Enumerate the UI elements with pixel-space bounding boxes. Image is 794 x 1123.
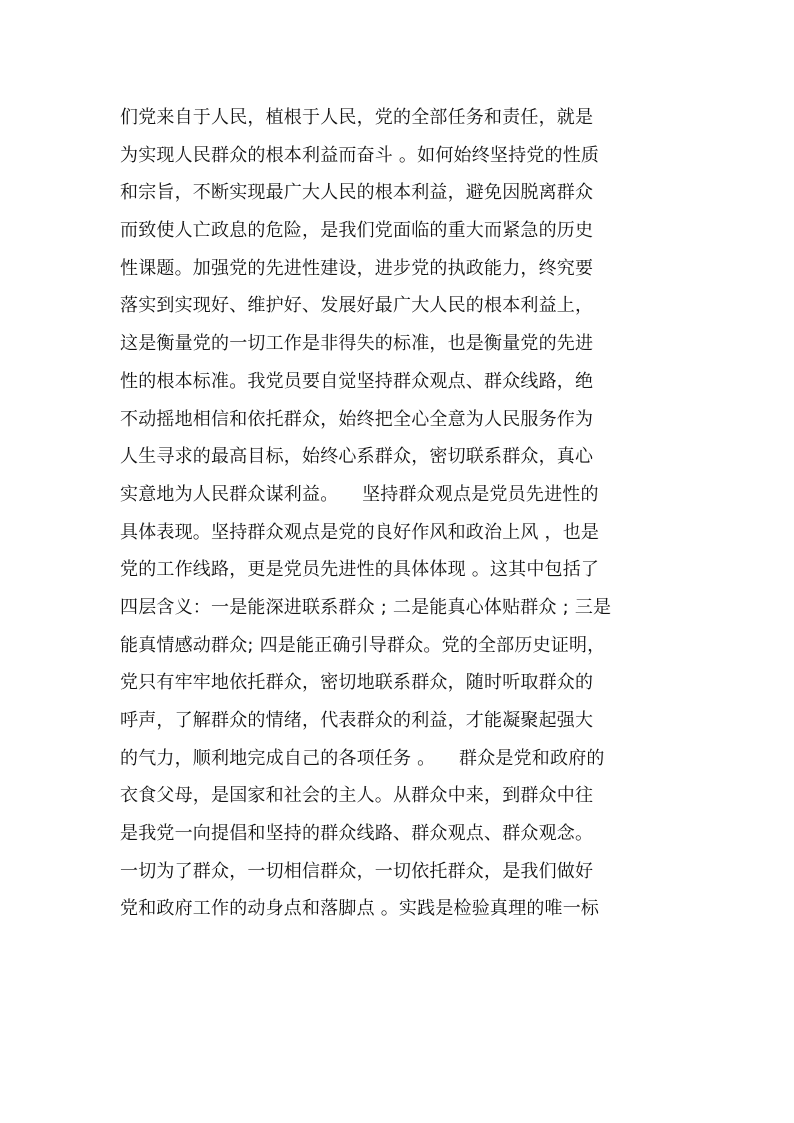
text-line: 能真情感动群众; 四是能正确引导群众。党的全部历史证明，	[120, 634, 606, 656]
text-line: 人生寻求的最高目标，始终心系群众，密切联系群众，真心	[120, 446, 594, 468]
text-line: 而致使人亡政息的危险，是我们党面临的重大而紧急的历史	[120, 220, 594, 242]
text-line: 党的工作线路，更是党员先进性的具体体现 。这其中包括了	[120, 559, 600, 581]
text-line: 一切为了群众，一切相信群众，一切依托群众，是我们做好	[120, 860, 594, 882]
text-line: 落实到实现好、维护好、发展好最广大人民的根本利益上，	[120, 295, 594, 317]
text-line: 这是衡量党的一切工作是非得失的标准，也是衡量党的先进	[120, 333, 594, 355]
text-line: 党和政府工作的动身点和落脚点 。实践是检验真理的唯一标	[120, 898, 600, 920]
text-line: 的气力，顺利地完成自己的各项任务 。 群众是党和政府的	[120, 747, 605, 769]
text-line: 衣食父母，是国家和社会的主人。从群众中来，到群众中往	[120, 785, 594, 807]
text-line: 不动摇地相信和依托群众，始终把全心全意为人民服务作为	[120, 408, 594, 430]
text-line: 们党来自于人民，植根于人民，党的全部任务和责任，就是	[120, 107, 594, 128]
text-line: 性的根本标准。我党员要自觉坚持群众观点、群众线路，绝	[120, 370, 594, 392]
text-line: 实意地为人民群众谋利益。 坚持群众观点是党员先进性的	[120, 483, 599, 505]
text-line: 是我党一向提倡和坚持的群众线路、群众观点、群众观念。	[120, 823, 594, 845]
text-line: 呼声，了解群众的情绪，代表群众的利益，才能凝聚起强大	[120, 710, 594, 731]
text-line: 性课题。加强党的先进性建设，进步党的执政能力，终究要	[120, 257, 594, 279]
text-line: 为实现人民群众的根本利益而奋斗 。如何始终坚持党的性质	[120, 144, 600, 166]
text-line: 具体表现。坚持群众观点是党的良好作风和政治上风 ，也是	[120, 521, 600, 543]
text-line: 四层含义：一是能深进联系群众 ; 二是能真心体贴群众 ; 三是	[120, 596, 612, 618]
body-text	[120, 99, 690, 928]
text-line: 党只有牢牢地依托群众，密切地联系群众，随时听取群众的	[120, 672, 594, 694]
text-line: 和宗旨，不断实现最广大人民的根本利益，避免因脱离群众	[120, 182, 594, 204]
